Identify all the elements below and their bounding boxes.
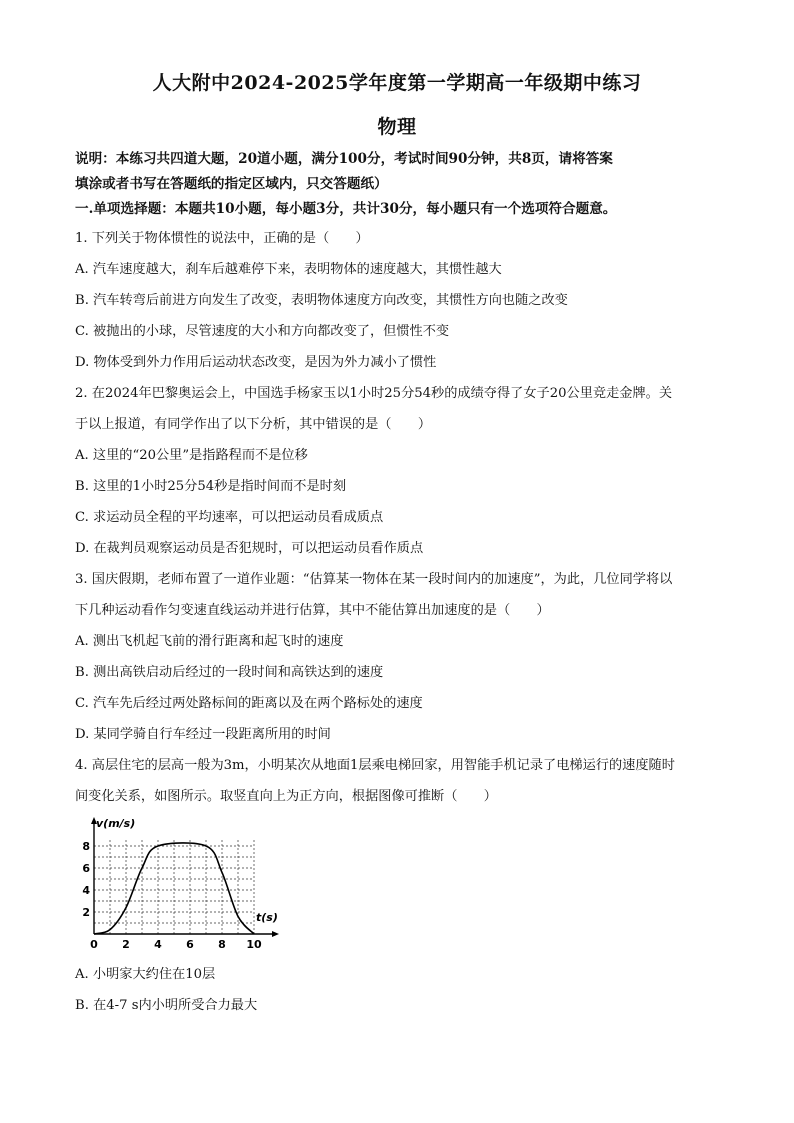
question-2-stem-line-1: 2. 在2024年巴黎奥运会上，中国选手杨家玉以1小时25分54秒的成绩夺得了女子20公里竞走金牌。关 — [75, 386, 673, 401]
y-axis-label: v(m/s) — [96, 817, 136, 830]
question-1-stem: 1. 下列关于物体惯性的说法中，正确的是（ ） — [75, 231, 369, 246]
exam-title: 人大附中2024-2025学年度第一学期高一年级期中练习 — [152, 72, 642, 94]
question-1-option-d: D. 物体受到外力作用后运动状态改变，是因为外力减小了惯性 — [75, 355, 437, 370]
question-2-option-d: D. 在裁判员观察运动员是否犯规时，可以把运动员看作质点 — [75, 541, 424, 556]
x-tick-label: 2 — [122, 938, 130, 951]
y-tick-label: 6 — [82, 862, 90, 875]
x-axis-arrow — [272, 931, 279, 937]
question-1-option-b: B. 汽车转弯后前进方向发生了改变，表明物体速度方向改变，其惯性方向也随之改变 — [75, 293, 568, 308]
velocity-time-graph — [80, 814, 290, 954]
x-tick-label: 10 — [246, 938, 262, 951]
instructions-line-1: 说明：本练习共四道大题，20道小题，满分100分，考试时间90分钟，共8页，请将答案 — [75, 151, 613, 167]
question-4-option-a: A. 小明家大约住在10层 — [75, 967, 216, 982]
question-3-stem-line-1: 3. 国庆假期，老师布置了一道作业题：“估算某一物体在某一段时间内的加速度”，为此，几位同学将以 — [75, 572, 673, 587]
question-3-option-a: A. 测出飞机起飞前的滑行距离和起飞时的速度 — [75, 634, 344, 649]
question-3-stem-line-2: 下几种运动看作匀变速直线运动并进行估算，其中不能估算出加速度的是（ ） — [75, 603, 550, 618]
question-2-option-b: B. 这里的1小时25分54秒是指时间而不是时刻 — [75, 479, 347, 494]
x-tick-label: 4 — [154, 938, 162, 951]
question-4-stem-line-2: 间变化关系，如图所示。取竖直向上为正方向，根据图像可推断（ ） — [75, 789, 497, 804]
x-tick-label: 6 — [186, 938, 194, 951]
question-2-option-c: C. 求运动员全程的平均速率，可以把运动员看成质点 — [75, 510, 384, 525]
y-tick-label: 8 — [82, 840, 90, 853]
y-tick-label: 2 — [82, 906, 90, 919]
x-axis-label: t(s) — [256, 911, 278, 924]
y-tick-label: 4 — [82, 884, 90, 897]
question-3-option-b: B. 测出高铁启动后经过的一段时间和高铁达到的速度 — [75, 665, 384, 680]
x-tick-label: 8 — [218, 938, 226, 951]
question-4-stem-line-1: 4. 高层住宅的层高一般为3m，小明某次从地面1层乘电梯回家，用智能手机记录了电梯运行的速度随时 — [75, 758, 675, 773]
instructions-line-2: 填涂或者书写在答题纸的指定区域内，只交答题纸） — [75, 176, 388, 192]
question-2-option-a: A. 这里的“20公里”是指路程而不是位移 — [75, 448, 308, 463]
question-2-stem-line-2: 于以上报道，有同学作出了以下分析，其中错误的是（ ） — [75, 417, 432, 432]
subject-title: 物理 — [377, 116, 417, 138]
question-3-option-c: C. 汽车先后经过两处路标间的距离以及在两个路标处的速度 — [75, 696, 423, 711]
x-tick-label: 0 — [90, 938, 98, 951]
question-1-option-a: A. 汽车速度越大，刹车后越难停下来，表明物体的速度越大，其惯性越大 — [75, 262, 502, 277]
section-heading: 一.单项选择题：本题共10小题，每小题3分，共计30分，每小题只有一个选项符合题意。 — [75, 201, 617, 217]
question-3-option-d: D. 某同学骑自行车经过一段距离所用的时间 — [75, 727, 331, 742]
question-4-option-b: B. 在4-7 s内小明所受合力最大 — [75, 998, 258, 1013]
question-1-option-c: C. 被抛出的小球，尽管速度的大小和方向都改变了，但惯性不变 — [75, 324, 450, 339]
